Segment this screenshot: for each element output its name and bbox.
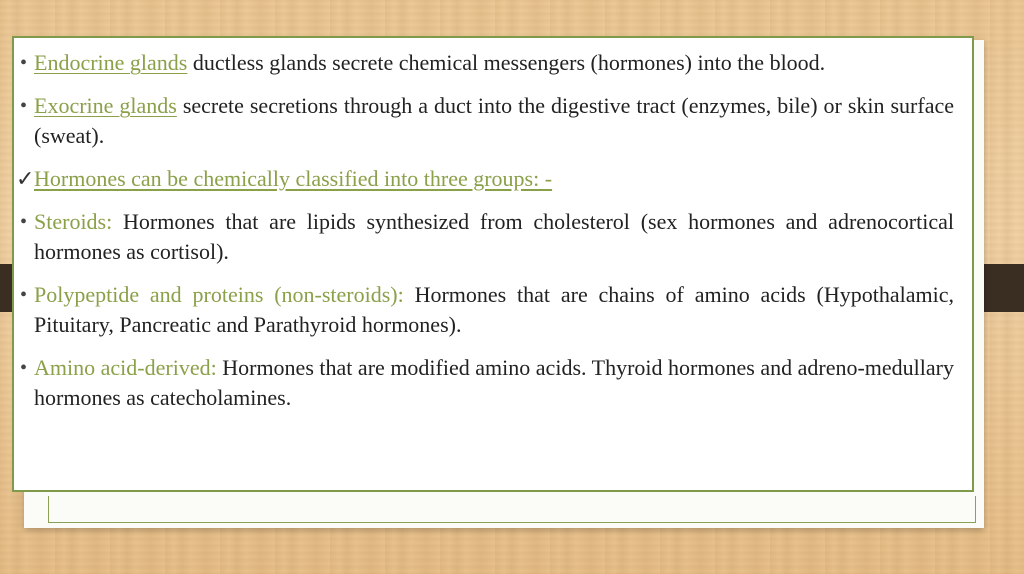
bullet-exocrine-glands	[20, 91, 954, 151]
bullet-endocrine-glands	[20, 48, 954, 78]
term-amino-acid-derived: Amino acid-derived:	[34, 355, 217, 380]
term-polypeptides: Polypeptide and proteins (non-steroids):	[34, 282, 404, 307]
bullet-icon: •	[20, 284, 28, 306]
text-polypeptides: Hormones that are chains of amino acids (Hypothalamic, Pituitary, Pancreatic and Parathyroid hormones).	[34, 282, 954, 337]
right-dark-band	[980, 264, 1024, 312]
bullet-icon: •	[20, 357, 28, 379]
checkmark-icon: ✓	[16, 166, 35, 191]
bullet-polypeptides	[20, 280, 954, 340]
term-steroids: Steroids:	[34, 209, 113, 234]
term-exocrine-glands: Exocrine glands	[34, 93, 177, 118]
bullet-steroids	[20, 207, 954, 267]
text-amino-acid-derived: Hormones that are modified amino acids. Thyroid hormones and adreno-medullary hormones as catecholamines.	[34, 355, 955, 410]
bullet-icon: •	[20, 95, 28, 117]
text-steroids: Hormones that are lipids synthesized from cholesterol (sex hormones and adrenocortical hormones as cortisol).	[34, 209, 954, 264]
text-exocrine-glands: secrete secretions through a duct into the digestive tract (enzymes, bile) or skin surface (sweat).	[34, 93, 954, 148]
bullet-icon: •	[20, 52, 28, 74]
slide-inner-frame	[48, 496, 976, 523]
slide-content	[16, 48, 955, 426]
term-endocrine-glands: Endocrine glands	[34, 50, 188, 75]
text-endocrine-glands: ductless glands secrete chemical messengers (hormones) into the blood.	[187, 50, 826, 75]
bullet-icon: •	[20, 211, 28, 233]
classification-heading	[16, 164, 954, 194]
classification-heading-text: Hormones can be chemically classified into three groups: -	[34, 166, 553, 191]
bullet-amino-acid-derived	[20, 353, 954, 413]
